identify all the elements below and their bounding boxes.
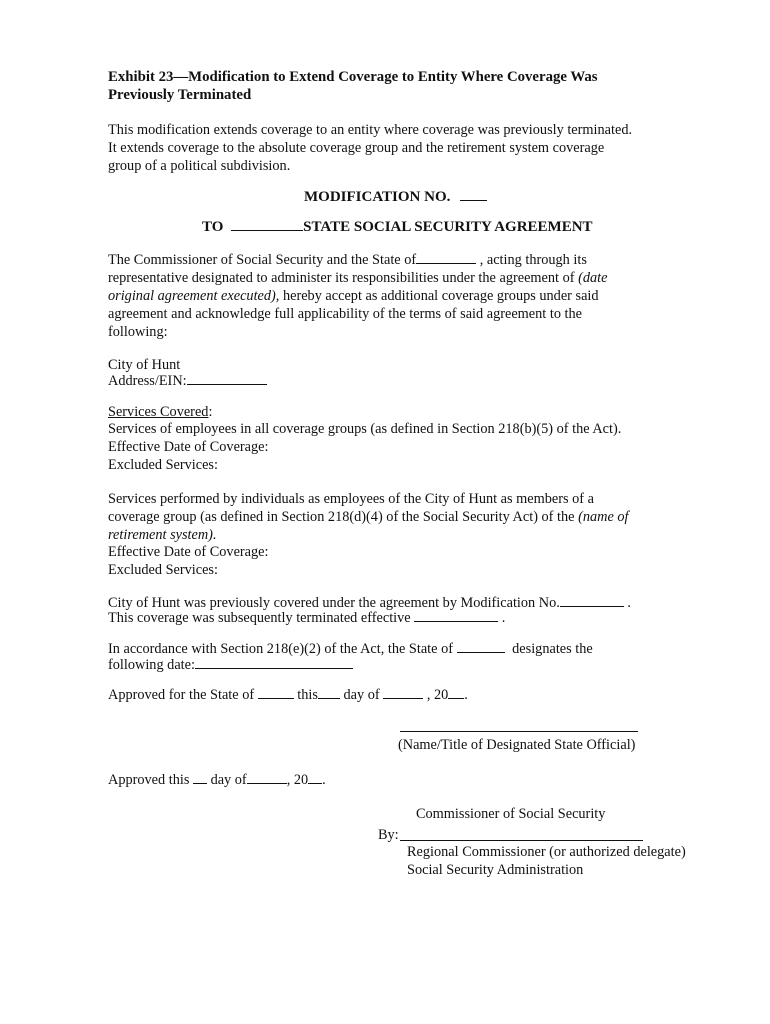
approval-state-blank[interactable] [258, 686, 294, 699]
commissioner-year-blank[interactable] [308, 771, 322, 784]
agreement-heading-title: STATE SOCIAL SECURITY AGREEMENT [303, 219, 593, 235]
entity-name: City of Hunt [108, 357, 181, 373]
designation-text: designates the [512, 641, 593, 657]
services2-excluded: Excluded Services: [108, 562, 218, 578]
agreement-line-2 [108, 269, 607, 287]
approval-text: Approved for the State of [108, 687, 255, 703]
agreement-text: The Commissioner of Social Security and the State of [108, 252, 417, 268]
agreement-line-4: agreement and acknowledge full applicability of the terms of said agreement to the [108, 306, 583, 322]
ssa-caption: Social Security Administration [407, 862, 584, 878]
state-official-caption: (Name/Title of Designated State Official) [398, 737, 636, 753]
agreement-italic-text: (date [578, 270, 608, 286]
agreement-line-5: following: [108, 324, 168, 340]
commissioner-day-blank[interactable] [193, 771, 207, 784]
modification-number-heading [304, 188, 487, 206]
commissioner-approval-line [108, 771, 326, 789]
services2-line-2 [108, 508, 629, 526]
services-line-1: Services of employees in all coverage groups (as defined in Section 218(b)(5) of the Act). [108, 421, 622, 437]
exhibit-title-line-2: Previously Terminated [108, 87, 252, 103]
previous-text: This coverage was subsequently terminated effective [108, 610, 411, 626]
regional-commissioner-caption: Regional Commissioner (or authorized delegate) [407, 844, 686, 860]
intro-line-2: It extends coverage to the absolute coverage group and the retirement system coverage [108, 140, 605, 156]
approval-text: . [464, 687, 468, 703]
agreement-text: , acting through its [479, 252, 587, 268]
designation-state-blank[interactable] [457, 640, 505, 653]
services-heading-text: Services Covered [108, 404, 209, 420]
previous-text: . [501, 610, 506, 626]
state-official-signature-line[interactable] [400, 731, 638, 732]
modification-label: MODIFICATION NO. [304, 189, 451, 205]
approval-month-blank[interactable] [383, 686, 423, 699]
services2-text: coverage group (as defined in Section 218(d)(4) of the Social Security Act) of the [108, 509, 575, 525]
approval-text: day of [343, 687, 380, 703]
agreement-line-1 [108, 251, 587, 269]
intro-line-3: group of a political subdivision. [108, 158, 291, 174]
approval-text: this [297, 687, 318, 703]
state-approval-line [108, 686, 468, 704]
approval-text: Approved this [108, 772, 190, 788]
designation-text: following date: [108, 657, 195, 673]
services-heading-colon: : [208, 404, 213, 420]
commissioner-title: Commissioner of Social Security [416, 806, 606, 822]
previous-text: City of Hunt was previously covered under the agreement by Modification No. [108, 595, 560, 611]
approval-text: , 20 [426, 687, 449, 703]
address-ein-blank[interactable] [187, 372, 267, 385]
commissioner-month-blank[interactable] [247, 771, 287, 784]
agreement-italic-text: original agreement executed), [108, 288, 280, 304]
services2-line-3 [108, 526, 217, 544]
approval-text: , 20 [286, 772, 309, 788]
agreement-text: hereby accept as additional coverage groups under said [282, 288, 599, 304]
services2-line-1: Services performed by individuals as employees of the City of Hunt as members of a [108, 491, 594, 507]
entity-address-line [108, 372, 267, 390]
agreement-text: representative designated to administer its responsibilities under the agreement of [108, 270, 575, 286]
designation-line-2 [108, 656, 353, 674]
modification-no-blank[interactable] [560, 594, 624, 607]
modification-number-blank[interactable] [460, 188, 487, 201]
exhibit-title-line-1: Exhibit 23—Modification to Extend Coverage to Entity Where Coverage Was [108, 69, 598, 85]
services-excluded: Excluded Services: [108, 457, 218, 473]
address-label: Address/EIN: [108, 373, 187, 389]
approval-day-blank[interactable] [318, 686, 340, 699]
intro-line-1: This modification extends coverage to an entity where coverage was previously terminated. [108, 122, 633, 138]
services2-italic-text: (name of [578, 509, 629, 525]
previous-coverage-line-2 [108, 609, 505, 627]
state-blank[interactable] [416, 251, 476, 264]
agreement-line-3 [108, 287, 599, 305]
state-name-blank[interactable] [231, 218, 303, 231]
services-covered-heading [108, 403, 212, 421]
termination-date-blank[interactable] [414, 609, 498, 622]
previous-text: . [627, 595, 631, 611]
designation-date-blank[interactable] [195, 656, 353, 669]
agreement-heading [202, 218, 593, 236]
agreement-heading-to: TO [202, 219, 224, 235]
commissioner-signature-line[interactable] [400, 840, 643, 841]
services2-italic-text: retirement system). [108, 527, 217, 543]
designation-text: In accordance with Section 218(e)(2) of the Act, the State of [108, 641, 453, 657]
approval-year-blank[interactable] [448, 686, 464, 699]
commissioner-by-label: By: [378, 827, 399, 843]
services2-effective-date: Effective Date of Coverage: [108, 544, 269, 560]
approval-text: day of [210, 772, 247, 788]
services-effective-date: Effective Date of Coverage: [108, 439, 269, 455]
approval-text: . [322, 772, 326, 788]
